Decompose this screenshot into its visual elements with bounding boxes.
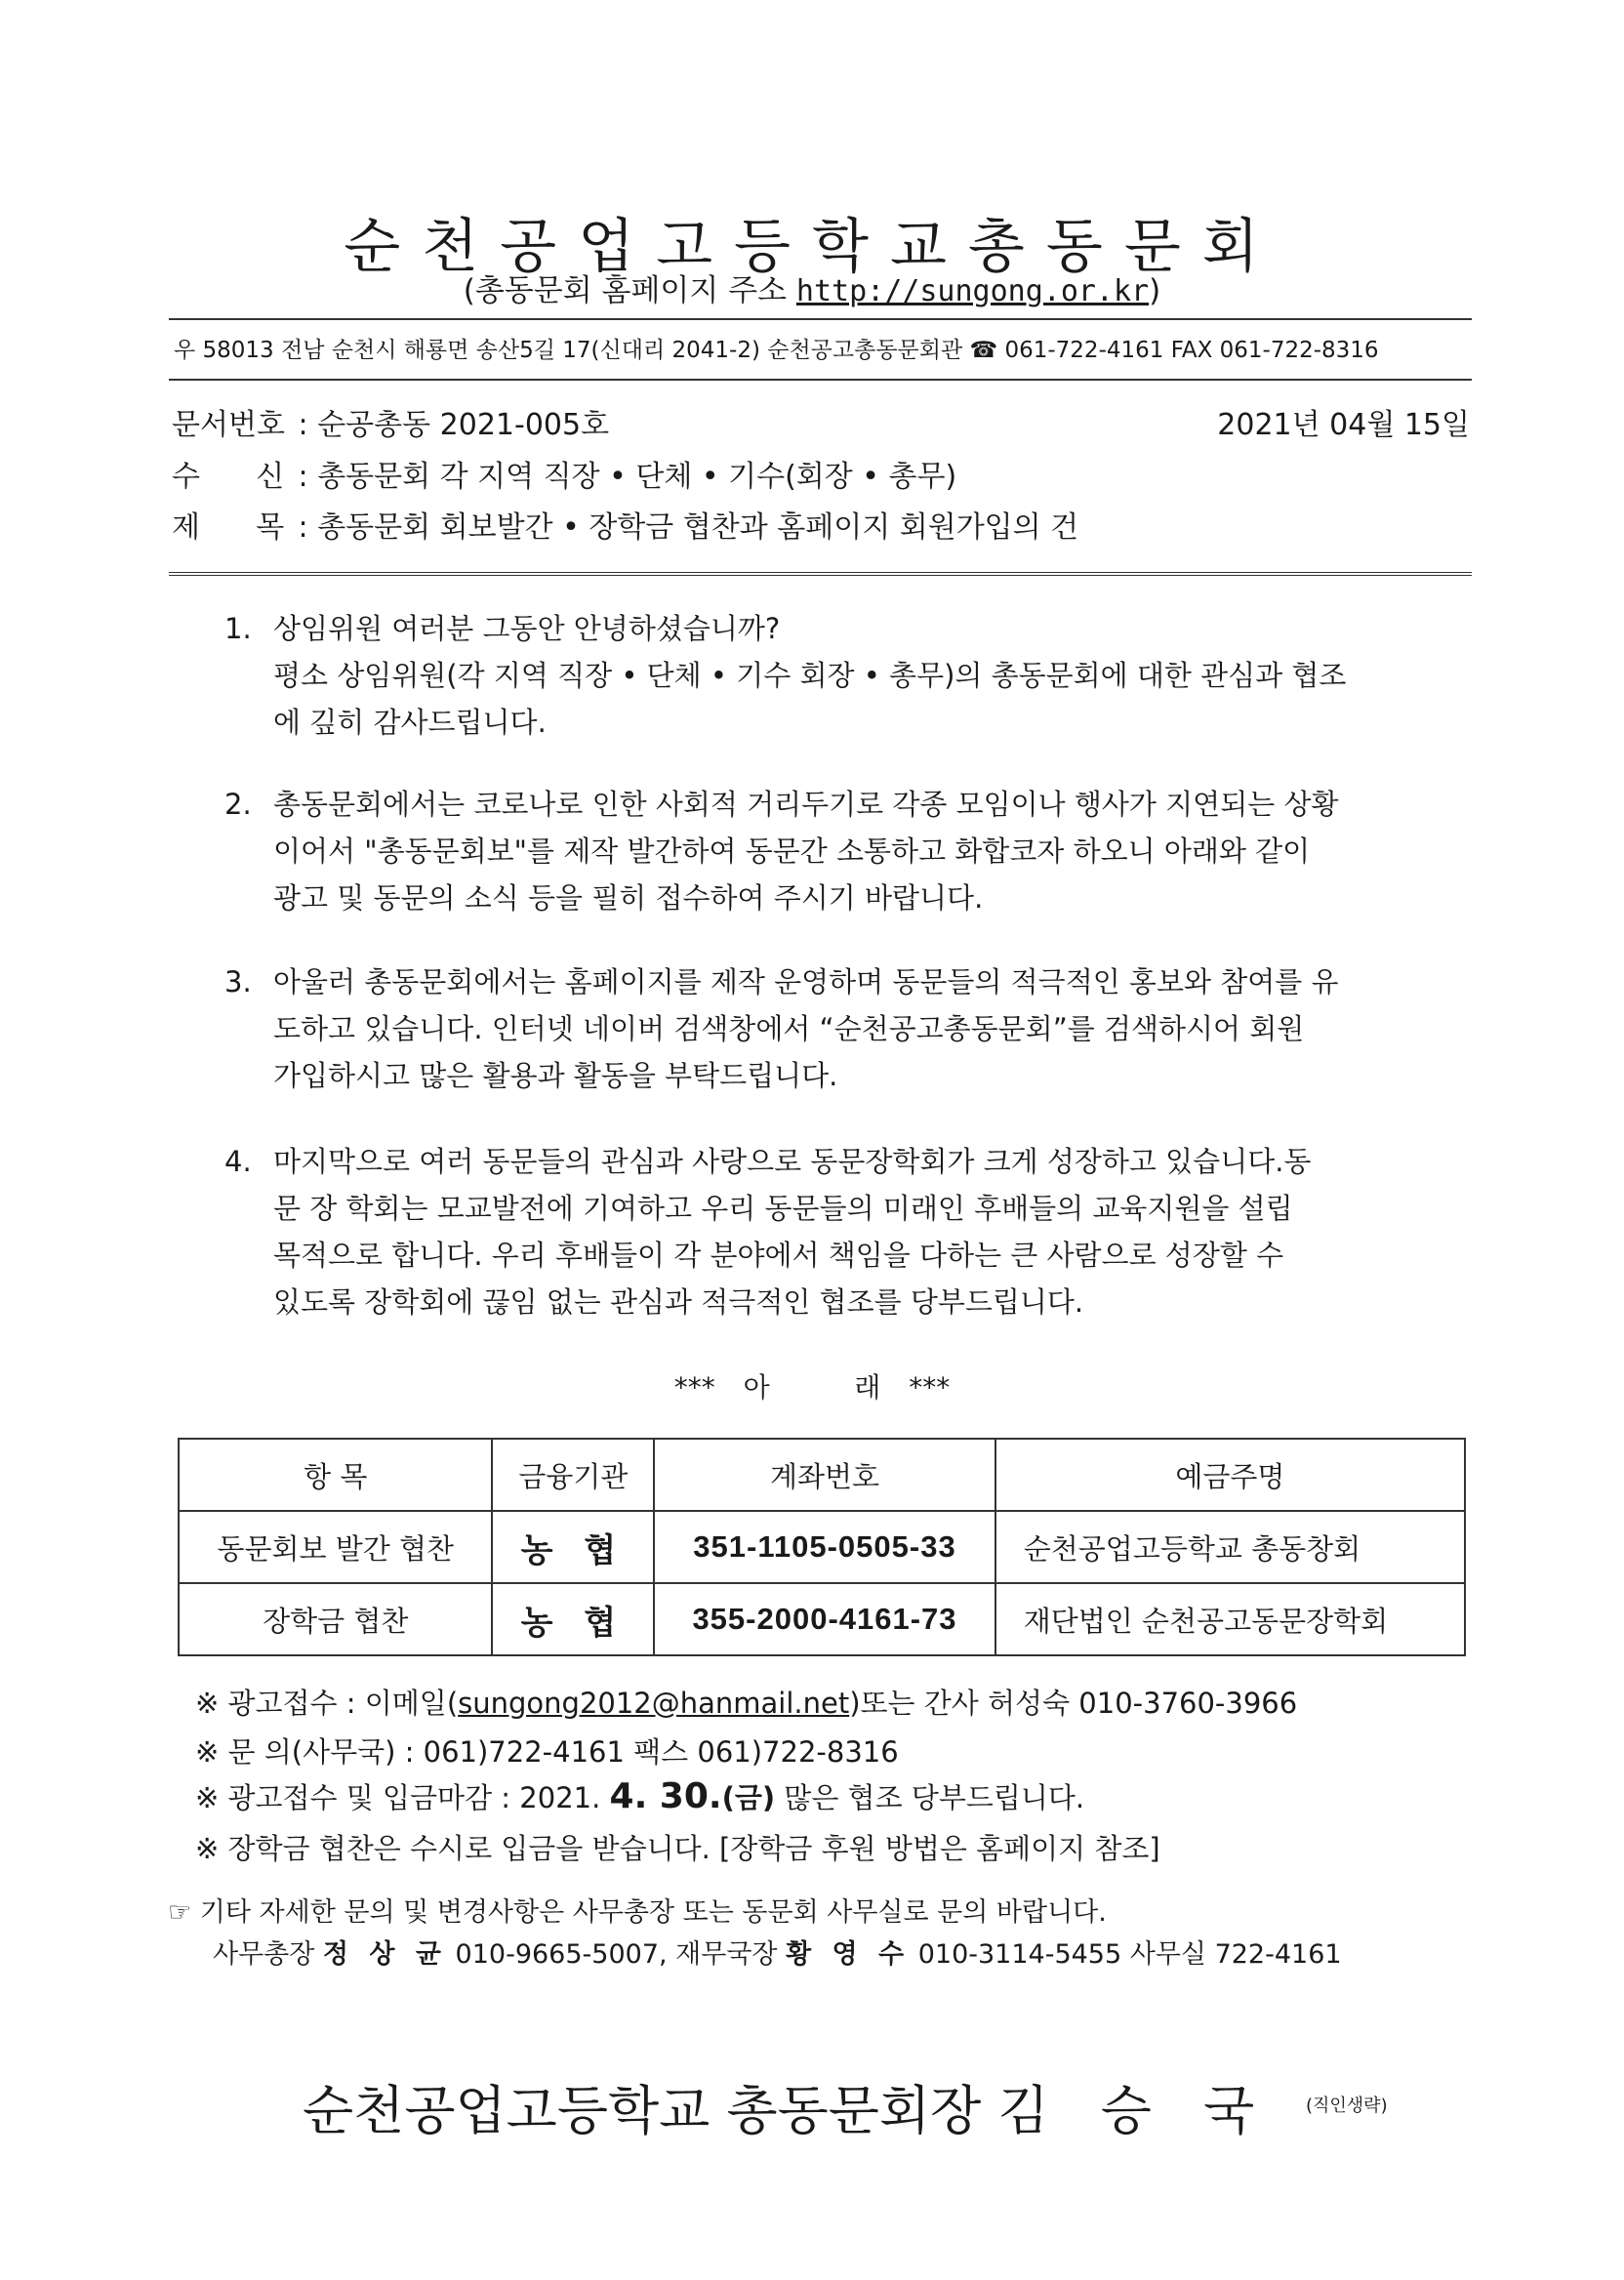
paragraph-number: 2. <box>224 788 252 821</box>
paragraph-line: 평소 상임위원(각 지역 직장 • 단체 • 기수 회장 • 총무)의 총동문회에 대한 관심과 협조 <box>273 659 1347 692</box>
paragraph-number: 1. <box>224 612 252 645</box>
deadline-date: 4. 30. <box>609 1776 722 1816</box>
paragraph-3 <box>224 958 1474 1099</box>
doc-number-label: 문서번호 <box>172 408 285 442</box>
paragraph-4 <box>224 1138 1474 1325</box>
ara-heading: *** 아 래 *** <box>673 1371 951 1404</box>
row-item: 동문회보 발간 협찬 <box>179 1511 492 1583</box>
note-deadline <box>195 1776 1084 1816</box>
sec-phone: 010-9665-5007, 재무국장 <box>446 1939 787 1970</box>
homepage-url[interactable]: http://sungong.or.kr <box>795 274 1150 308</box>
fin-name: 황 영 수 <box>786 1939 911 1970</box>
paragraph-line: 이어서 "총동문회보"를 제작 발간하여 동문간 소통하고 화합코자 하오니 아래와 같이 <box>273 835 1311 868</box>
contact-line <box>213 1933 1342 1971</box>
row-bank: 농 협 <box>492 1511 654 1583</box>
header-bank: 금융기관 <box>492 1439 654 1511</box>
paragraph-line: 도하고 있습니다. 인터넷 네이버 검색창에서 “순천공고총동문회”를 검색하시어 회원 <box>273 1012 1305 1045</box>
meta-divider <box>169 572 1472 576</box>
paragraph-line: 아울러 총동문회에서는 홈페이지를 제작 운영하며 동문들의 적극적인 홍보와 참여를 유 <box>273 965 1339 998</box>
recipient-label: 수 신 <box>172 460 285 494</box>
address-divider <box>169 379 1472 381</box>
table-header-row <box>179 1439 1465 1511</box>
signature-org: 순천공업고등학교 총동문회장 <box>303 2080 998 2141</box>
subject-label: 제 목 <box>172 510 285 545</box>
row-bank: 농 협 <box>492 1583 654 1655</box>
row-holder: 순천공업고등학교 총동창회 <box>995 1511 1465 1583</box>
note-inquiry: ※ 문 의(사무국) : 061)722-4161 팩스 061)722-8316 <box>195 1735 899 1769</box>
etc-line: ☞ 기타 자세한 문의 및 변경사항은 사무총장 또는 동문회 사무실로 문의 바랍니다. <box>168 1897 1107 1928</box>
paragraph-line: 광고 및 동문의 소식 등을 필히 접수하여 주시기 바랍니다. <box>273 881 984 915</box>
org-title: 순천공업고등학교총동문회 <box>344 213 1280 281</box>
recipient-row <box>172 452 956 495</box>
header-item: 항 목 <box>179 1439 492 1511</box>
note-deadline-prefix: ※ 광고접수 및 입금마감 : 2021. <box>195 1781 610 1814</box>
paragraph-number: 4. <box>224 1145 252 1178</box>
paragraph-1 <box>224 605 1474 746</box>
row-item: 장학금 협찬 <box>179 1583 492 1655</box>
paragraph-line: 목적으로 합니다. 우리 후배들이 각 분야에서 책임을 다하는 큰 사람으로 성장할 수 <box>273 1239 1284 1272</box>
table-row <box>179 1511 1465 1583</box>
address-line: 우 58013 전남 순천시 해룡면 송산5길 17(신대리 2041-2) 순천공고총동문회관 ☎ 061-722-4161 FAX 061-722-8316 <box>174 338 1379 363</box>
seal-omitted: (직인생략) <box>1306 2096 1388 2116</box>
subject: : 총동문회 회보발간 • 장학금 협찬과 홈페이지 회원가입의 건 <box>298 510 1079 545</box>
note-scholarship: ※ 장학금 협찬은 수시로 입금을 받습니다. [장학금 후원 방법은 홈페이지 참조] <box>195 1832 1160 1865</box>
homepage-suffix: ) <box>1149 273 1161 308</box>
doc-number-row <box>172 400 609 443</box>
paragraph-2 <box>224 781 1474 921</box>
sec-label: 사무총장 <box>213 1939 323 1970</box>
deadline-day: (금) <box>721 1781 776 1814</box>
account-table <box>178 1438 1466 1656</box>
doc-date: 2021년 04월 15일 <box>1217 408 1470 442</box>
doc-number: : 순공총동 2021-005호 <box>298 408 610 442</box>
fin-phone: 010-3114-5455 사무실 722-4161 <box>910 1939 1342 1970</box>
recipient: : 총동문회 각 지역 직장 • 단체 • 기수(회장 • 총무) <box>298 460 957 494</box>
signature <box>303 2069 1272 2144</box>
row-account: 351-1105-0505-33 <box>654 1511 995 1583</box>
paragraph-line: 마지막으로 여러 동문들의 관심과 사랑으로 동문장학회가 크게 성장하고 있습니다.동 <box>273 1145 1312 1178</box>
header-divider <box>169 318 1472 320</box>
row-account: 355-2000-4161-73 <box>654 1583 995 1655</box>
homepage-prefix: (총동문회 홈페이지 주소 <box>463 273 796 308</box>
paragraph-line: 있도록 장학회에 끊임 없는 관심과 적극적인 협조를 당부드립니다. <box>273 1285 1084 1319</box>
paragraph-line: 에 깊히 감사드립니다. <box>273 706 547 739</box>
row-holder: 재단법인 순천공고동문장학회 <box>995 1583 1465 1655</box>
signature-name: 김 승 국 <box>997 2080 1273 2141</box>
paragraph-number: 3. <box>224 965 252 998</box>
note-ad-contact <box>195 1682 1297 1722</box>
paragraph-line: 문 장 학회는 모교발전에 기여하고 우리 동문들의 미래인 후배들의 교육지원을 설립 <box>273 1192 1293 1225</box>
note-deadline-suffix: 많은 협조 당부드립니다. <box>775 1781 1085 1814</box>
note-ad-suffix: )또는 간사 허성숙 010-3760-3966 <box>849 1687 1298 1720</box>
header-holder: 예금주명 <box>995 1439 1465 1511</box>
paragraph-line: 상임위원 여러분 그동안 안녕하셨습니까? <box>273 612 781 645</box>
paragraph-line: 가입하시고 많은 활용과 활동을 부탁드립니다. <box>273 1059 838 1092</box>
homepage-line <box>0 265 1624 309</box>
note-ad-prefix: ※ 광고접수 : 이메일( <box>195 1687 459 1720</box>
subject-row <box>172 503 1078 546</box>
sec-name: 정 상 균 <box>322 1939 447 1970</box>
paragraph-line: 총동문회에서는 코로나로 인한 사회적 거리두기로 각종 모임이나 행사가 지연되는 상황 <box>273 788 1339 821</box>
header-account: 계좌번호 <box>654 1439 995 1511</box>
email-link[interactable]: sungong2012@hanmail.net <box>458 1687 850 1720</box>
table-row <box>179 1583 1465 1655</box>
